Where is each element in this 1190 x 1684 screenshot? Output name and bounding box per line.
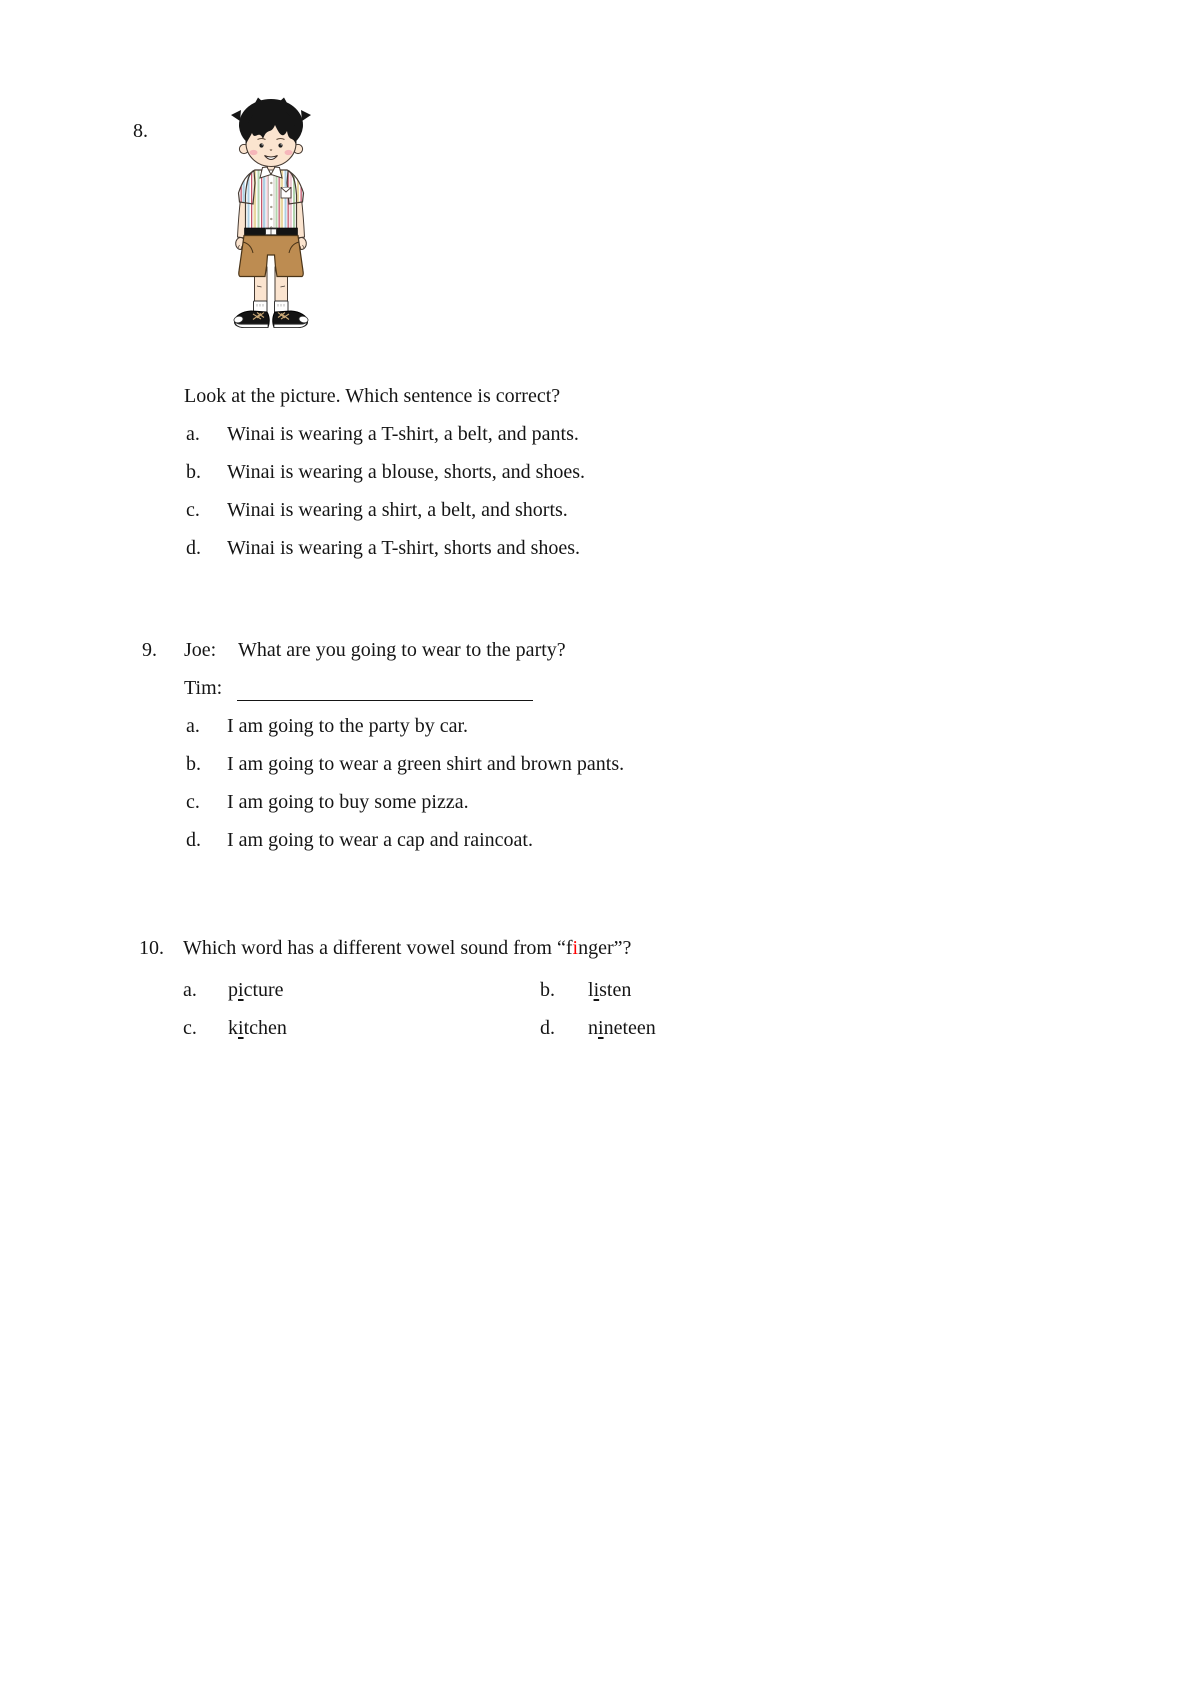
q9-speaker1: Joe: (184, 639, 217, 661)
q8-option-c-letter: c. (186, 499, 200, 521)
q8-option-d-letter: d. (186, 537, 201, 559)
q10-option-c-word (228, 1018, 287, 1038)
q10-option-c-letter: c. (183, 1017, 197, 1039)
q10-prompt-red-letter: i (572, 937, 579, 959)
q10-number: 10. (139, 937, 164, 959)
q10-option-a-word (228, 980, 284, 1000)
word-part: p (228, 979, 238, 1001)
q10-prompt-after: nger”? (578, 937, 632, 959)
q9-option-b-letter: b. (186, 753, 201, 775)
q8-option-a-text: Winai is wearing a T-shirt, a belt, and pants. (227, 423, 579, 445)
q10-prompt-before: Which word has a different vowel sound from “f (183, 937, 573, 959)
q9-option-a-text: I am going to the party by car. (227, 715, 469, 737)
q8-option-a-letter: a. (186, 423, 200, 445)
q9-option-b-text: I am going to wear a green shirt and brown pants. (227, 753, 625, 775)
q8-option-b-text: Winai is wearing a blouse, shorts, and shoes. (227, 461, 586, 483)
word-part: l (588, 979, 594, 1001)
word-part: cture (243, 979, 284, 1001)
q10-option-d-word (588, 1018, 656, 1038)
q8-option-b-letter: b. (186, 461, 201, 483)
word-part: sten (599, 979, 632, 1001)
q10-option-d-letter: d. (540, 1017, 555, 1039)
word-part: neteen (603, 1017, 656, 1039)
word-underlined-letter: i (598, 1017, 604, 1039)
word-underlined-letter: i (593, 979, 600, 1001)
word-part: k (228, 1017, 238, 1039)
q8-prompt: Look at the picture. Which sentence is correct? (184, 385, 561, 407)
q8-number: 8. (133, 120, 148, 142)
word-part: n (588, 1017, 598, 1039)
q10-option-b-word (588, 980, 631, 1000)
word-underlined-letter: i (238, 1017, 244, 1039)
q9-option-c-text: I am going to buy some pizza. (227, 791, 469, 813)
q9-option-c-letter: c. (186, 791, 200, 813)
answer-blank-line (237, 700, 533, 701)
boy-clipart (227, 97, 315, 329)
q9-speaker1-text: What are you going to wear to the party? (238, 639, 566, 661)
q10-option-b-letter: b. (540, 979, 555, 1001)
q9-option-d-text: I am going to wear a cap and raincoat. (227, 829, 533, 851)
q9-speaker2: Tim: (184, 677, 223, 699)
q9-number: 9. (142, 639, 157, 661)
q9-option-d-letter: d. (186, 829, 201, 851)
q8-option-c-text: Winai is wearing a shirt, a belt, and shorts. (227, 499, 568, 521)
q10-prompt (183, 938, 631, 958)
q10-option-a-letter: a. (183, 979, 197, 1001)
word-part: tchen (243, 1017, 287, 1039)
q8-option-d-text: Winai is wearing a T-shirt, shorts and shoes. (227, 537, 581, 559)
q9-option-a-letter: a. (186, 715, 200, 737)
word-underlined-letter: i (238, 979, 244, 1001)
